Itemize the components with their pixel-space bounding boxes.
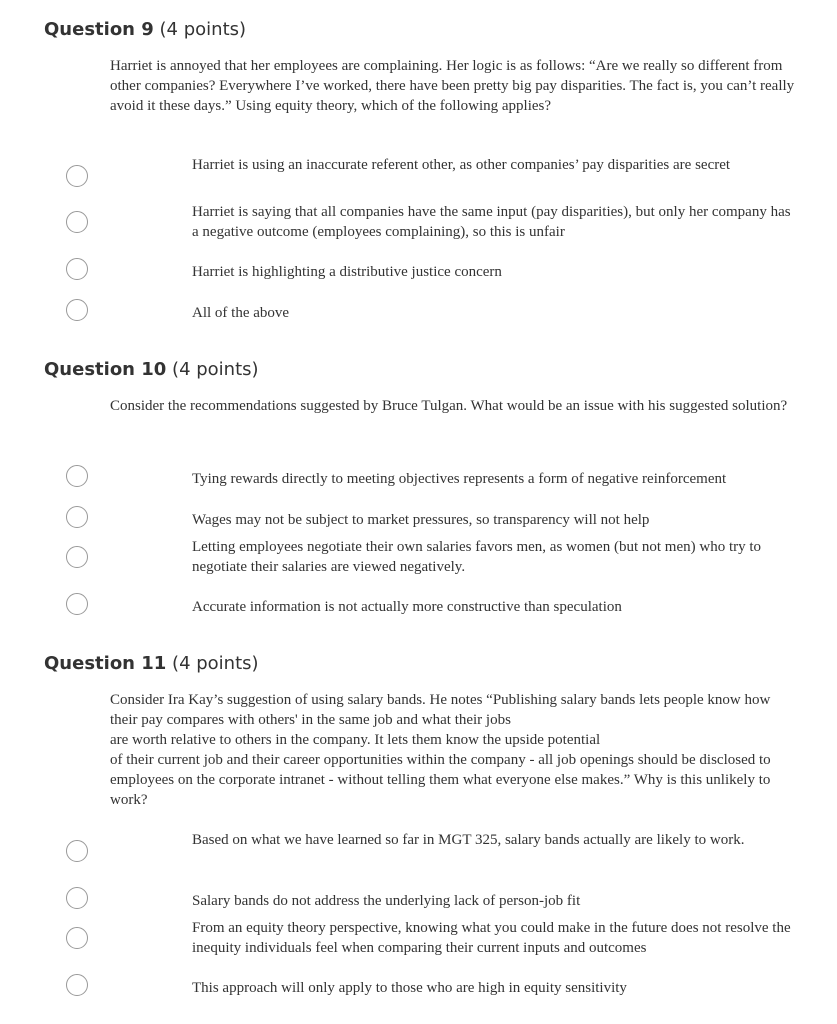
question-11-option-1-radio[interactable] bbox=[66, 840, 88, 862]
question-10-option-3-label: Letting employees negotiate their own salaries favors men, as women (but not men) who try to negotiate their salaries are viewed negatively. bbox=[192, 539, 762, 575]
question-9-option-1-label: Harriet is using an inaccurate referent other, as other companies’ pay disparities are secret bbox=[192, 157, 731, 173]
question-label: Question 11 bbox=[44, 653, 167, 674]
question-points: (4 points) bbox=[172, 653, 259, 674]
question-10-option-1-label: Tying rewards directly to meeting objectives represents a form of negative reinforcement bbox=[192, 471, 727, 487]
question-11-option-2-radio[interactable] bbox=[66, 887, 88, 909]
question-11-option-3-radio[interactable] bbox=[66, 927, 88, 949]
question-9-option-4-radio[interactable] bbox=[66, 299, 88, 321]
question-9-option-3-radio[interactable] bbox=[66, 258, 88, 280]
question-11-option-2-label: Salary bands do not address the underlying lack of person-job fit bbox=[192, 893, 581, 909]
question-10-prompt: Consider the recommendations suggested by Bruce Tulgan. What would be an issue with his suggested solution? bbox=[110, 398, 788, 414]
question-11-title bbox=[44, 652, 259, 676]
question-11-option-3-label: From an equity theory perspective, knowing what you could make in the future does not resolve the inequity individuals feel when comparing their current inputs and outcomes bbox=[192, 920, 791, 956]
question-9-title bbox=[44, 18, 246, 42]
question-10-title bbox=[44, 358, 259, 382]
question-label: Question 10 bbox=[44, 359, 167, 380]
question-9-option-3-label: Harriet is highlighting a distributive justice concern bbox=[192, 264, 502, 280]
question-points: (4 points) bbox=[159, 19, 247, 40]
question-9-option-4-label: All of the above bbox=[192, 305, 290, 321]
question-11-prompt: Consider Ira Kay’s suggestion of using salary bands. He notes “Publishing salary bands lets people know how their pay compares with others' in the same job and what their jobs are worth relative to others in the company. It lets them know the upside potential of their current job and their career opportunities within the company - all job openings should be disclosed to employees on the corporate intranet - without telling them what everyone else makes.” Why is this unlikely to work? bbox=[110, 692, 771, 808]
question-10-option-2-radio[interactable] bbox=[66, 506, 88, 528]
question-9-prompt: Harriet is annoyed that her employees are complaining. Her logic is as follows: “Are we really so different from other companies? Everywhere I’ve worked, there have been pretty big pay disparities. The fact is, you can’t really avoid it these days.” Using equity theory, which of the following applies? bbox=[110, 58, 795, 114]
question-9-option-2-radio[interactable] bbox=[66, 211, 88, 233]
question-10-option-4-label: Accurate information is not actually more constructive than speculation bbox=[192, 599, 622, 615]
question-10-option-3-radio[interactable] bbox=[66, 546, 88, 568]
question-9-option-1-radio[interactable] bbox=[66, 165, 88, 187]
question-10-option-1-radio[interactable] bbox=[66, 465, 88, 487]
question-11-option-1-label: Based on what we have learned so far in MGT 325, salary bands actually are likely to work. bbox=[192, 832, 745, 848]
question-11-option-4-radio[interactable] bbox=[66, 974, 88, 996]
question-points: (4 points) bbox=[172, 359, 259, 380]
question-9-option-2-label: Harriet is saying that all companies have the same input (pay disparities), but only her company has a negative outcome (employees complaining), so this is unfair bbox=[192, 204, 791, 240]
question-label: Question 9 bbox=[44, 19, 154, 40]
question-11-option-4-label: This approach will only apply to those who are high in equity sensitivity bbox=[192, 980, 627, 996]
question-10-option-4-radio[interactable] bbox=[66, 593, 88, 615]
question-10-option-2-label: Wages may not be subject to market pressures, so transparency will not help bbox=[192, 512, 650, 528]
